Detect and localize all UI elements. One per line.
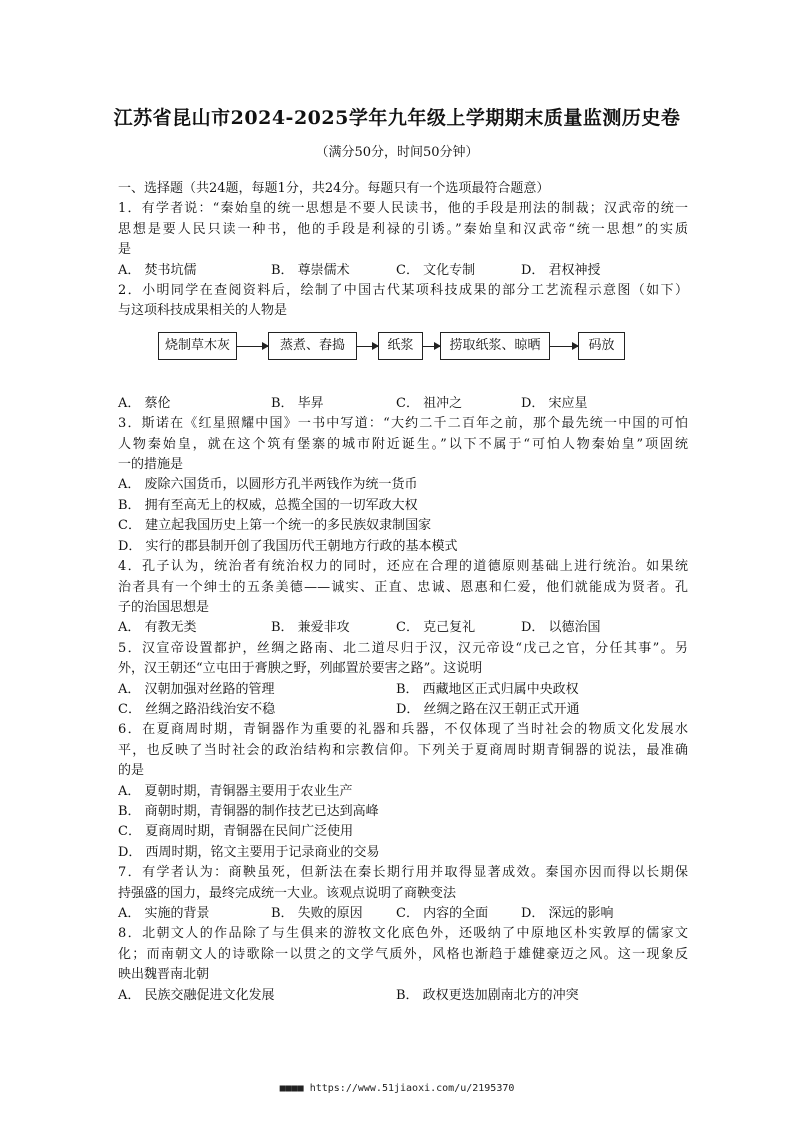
section-heading: 一、选择题（共24题，每题1分，共24分。每题只有一个选项最符合题意） [118, 181, 550, 196]
flow-arrow [357, 346, 378, 347]
flow-arrow [550, 346, 578, 347]
question-text-line: 是 [118, 242, 132, 258]
question-text-line: 1．有学者说：“秦始皇的统一思想是不要人民读书，他的手段是刑法的制裁；汉武帝的统一 [118, 201, 688, 217]
answer-options [118, 394, 688, 414]
option-d: D． 西周时期，铭文主要用于记录商业的交易 [118, 844, 380, 860]
question-text-line: 化；而南朝文人的诗歌除一以贯之的文学气质外，风格也渐趋于雄健豪迈之风。这一现象反 [118, 946, 688, 962]
option-a: A． 汉朝加强对丝路的管理 [118, 681, 275, 697]
option-b: B． 尊崇儒术 [271, 262, 350, 278]
option-c: C． 丝绸之路沿线治安不稳 [118, 701, 276, 717]
question-text-line: 2．小明同学在查阅资料后，绘制了中国古代某项科技成果的部分工艺流程示意图（如下） [118, 283, 688, 299]
option-d: D． 丝绸之路在汉王朝正式开通 [396, 701, 580, 717]
option-c: C． 夏商周时期，青铜器在民间广泛使用 [118, 824, 354, 840]
answer-options [118, 618, 688, 638]
flow-step-4: 捞取纸浆、晾晒 [440, 332, 550, 360]
option-b: B． 拥有至高无上的权威，总揽全国的一切军政大权 [118, 497, 418, 513]
option-a: A． 有教无类 [118, 620, 197, 636]
option-b: B． 政权更迭加剧南北方的冲突 [396, 987, 579, 1003]
question-text-line: 持强盛的国力，最终完成统一大业。该观点说明了商鞅变法 [118, 885, 457, 901]
flow-step-5: 码放 [578, 332, 625, 360]
question-8 [118, 924, 688, 1006]
question-text-line: 3．斯诺在《红星照耀中国》一书中写道：“大约二千二百年之前，那个最先统一中国的可怕 [118, 416, 688, 432]
question-text-line: 6．在夏商周时期，青铜器作为重要的礼器和兵器，不仅体现了当时社会的物质文化发展水 [118, 722, 688, 738]
option-a: A． 废除六国货币，以圆形方孔半两钱作为统一货币 [118, 477, 418, 493]
option-c: C． 内容的全面 [396, 906, 489, 921]
question-7 [118, 863, 688, 924]
question-3 [118, 414, 688, 557]
question-5 [118, 639, 688, 721]
option-c: C． 文化专制 [396, 262, 476, 278]
question-text-line: 7．有学者认为：商鞅虽死，但新法在秦长期行用并取得显著成效。秦国亦因而得以长期保 [118, 865, 688, 881]
option-b: B． 兼爱非攻 [271, 620, 350, 636]
answer-options [118, 700, 688, 720]
option-a: A． 焚书坑儒 [118, 262, 197, 278]
question-text-line: 4．孔子认为，统治者有统治权力的同时，还应在合理的道德原则基础上进行统治。如果统 [118, 559, 688, 575]
question-6 [118, 720, 688, 863]
option-a: A． 实施的背景 [118, 906, 210, 921]
question-text-line: 思想是要人民只读一种书，他的手段是利禄的引诱。”秦始皇和汉武帝“统一思想”的实质 [118, 221, 688, 237]
option-a: A． 夏朝时期，青铜器主要用于农业生产 [118, 783, 353, 799]
option-d: D． 宋应星 [521, 395, 588, 411]
page-title: 江苏省昆山市2024-2025学年九年级上学期期末质量监测历史卷 [113, 107, 681, 129]
flow-step-1: 烧制草木灰 [158, 332, 237, 360]
option-d: D． 以德治国 [521, 620, 601, 636]
option-b: B． 商朝时期，青铜器的制作技艺已达到高峰 [118, 803, 379, 819]
answer-options [118, 261, 688, 281]
option-d: D． 君权神授 [521, 262, 601, 278]
flow-step-3: 纸浆 [378, 332, 423, 360]
option-d: D． 深远的影响 [521, 906, 614, 921]
option-b: B． 毕昇 [271, 395, 324, 411]
question-text-line: 一的措施是 [118, 457, 184, 473]
option-c: C． 克己复礼 [396, 620, 476, 636]
option-b: B． 西藏地区正式归属中央政权 [396, 681, 579, 697]
question-text-line: 映出魏晋南北朝 [118, 967, 210, 983]
flow-arrow [423, 346, 440, 347]
question-text-line: 人物秦始皇，就在这个筑有堡寨的城市附近诞生。”以下不属于“可怕人物秦始皇”项固统 [118, 436, 688, 452]
question-text-line: 8．北朝文人的作品除了与生俱来的游牧文化底色外，还吸纳了中原地区朴实敦厚的儒家文 [118, 926, 688, 942]
answer-options [118, 680, 688, 700]
flow-step-2: 蒸煮、舂捣 [268, 332, 357, 360]
question-text-line: 5．汉宣帝设置都护，丝绸之路南、北二道尽归于汉，汉元帝设“戊己之官，分任其事”。另 [118, 640, 688, 656]
question-text-line: 子的治国思想是 [118, 599, 210, 615]
question-2 [118, 281, 688, 414]
question-text-line: 与这项科技成果相关的人物是 [118, 303, 288, 319]
option-a: A． 民族交融促进文化发展 [118, 987, 275, 1003]
question-text-line: 治者具有一个绅士的五条美德——诚实、正直、忠诚、恩惠和仁爱，他们就能成为贤者。孔 [118, 579, 688, 595]
question-4 [118, 557, 688, 639]
option-c: C． 建立起我国历史上第一个统一的多民族奴隶制国家 [118, 518, 432, 534]
exam-subtitle: （满分50分，时间50分钟） [315, 145, 479, 160]
footer-watermark-link[interactable]: ■■■■ https://www.51jiaoxi.com/u/2195370 [279, 1083, 515, 1094]
option-d: D． 实行的郡县制开创了我国历代王朝地方行政的基本模式 [118, 538, 458, 554]
option-b: B． 失败的原因 [271, 906, 363, 921]
process-flow-diagram [118, 322, 688, 394]
question-text-line: 外，汉王朝还“立屯田于膏腴之野，列邮置於要害之路”。这说明 [118, 661, 483, 677]
option-c: C． 祖冲之 [396, 395, 463, 411]
question-1 [118, 199, 688, 281]
exam-content [118, 179, 688, 1006]
answer-options [118, 986, 688, 1006]
flow-arrow [237, 346, 268, 347]
question-text-line: 的是 [118, 763, 145, 779]
answer-options [118, 904, 688, 924]
option-a: A． 蔡伦 [118, 395, 171, 411]
question-text-line: 平，也反映了当时社会的政治结构和宗教信仰。下列关于夏商周时期青铜器的说法，最准确 [118, 742, 688, 758]
